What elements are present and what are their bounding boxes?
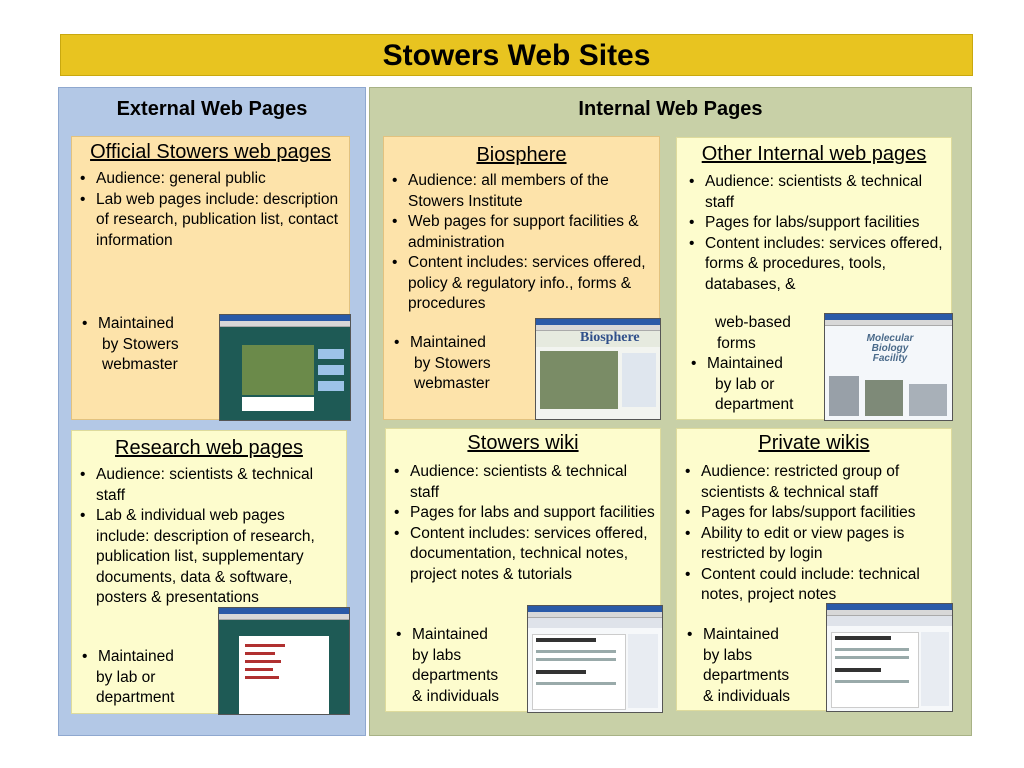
maintained-line: & individuals xyxy=(703,687,791,705)
official-maintained xyxy=(74,314,179,376)
private-wikis-title: Private wikis xyxy=(758,432,870,454)
other-internal-title: Other Internal web pages xyxy=(701,143,927,165)
maintained-line: by lab or xyxy=(96,668,156,686)
official-site-screenshot xyxy=(219,314,351,421)
biosphere-box xyxy=(383,136,660,420)
list-item: • Audience: general public xyxy=(72,169,345,190)
maintained-label: • Maintained xyxy=(386,333,491,354)
official-pages-title: Official Stowers web pages xyxy=(90,141,331,163)
biosphere-site-screenshot xyxy=(535,318,661,420)
group-photo-image xyxy=(242,345,314,395)
official-pages-bullets xyxy=(72,169,349,251)
biosphere-logo: Biosphere xyxy=(580,330,640,345)
research-maintained xyxy=(74,647,174,709)
internal-heading: Internal Web Pages xyxy=(578,98,763,120)
maintained-label: • Maintained xyxy=(74,647,174,668)
maintained-label: • Maintained xyxy=(683,354,793,375)
list-item: • Content includes: services offered, forms & procedures, tools, databases, & xyxy=(681,234,945,296)
private-wikis-box xyxy=(676,428,952,711)
research-site-screenshot xyxy=(218,607,350,715)
page-title: Stowers Web Sites xyxy=(60,34,973,76)
maintained-line: department xyxy=(96,689,175,706)
maintained-line: department xyxy=(715,396,794,413)
list-item: • Content includes: services offered, policy & regulatory info., forms & procedures xyxy=(384,253,655,315)
private-wikis-bullets xyxy=(677,462,951,606)
list-item: • Content could include: technical notes, project notes xyxy=(677,565,951,606)
list-item-continued: forms xyxy=(717,334,756,352)
maintained-line: & individuals xyxy=(412,687,500,705)
maintained-line: by Stowers xyxy=(102,335,179,353)
list-item: • Pages for labs and support facilities xyxy=(386,503,656,524)
other-internal-bullets xyxy=(677,172,951,295)
list-item-continued: web-based xyxy=(715,314,791,331)
maintained-line: webmaster xyxy=(102,356,178,373)
other-internal-box xyxy=(676,137,952,420)
list-item: • Audience: restricted group of scientists & technical staff xyxy=(677,462,951,503)
biosphere-maintained xyxy=(386,333,491,395)
list-item: • Audience: all members of the Stowers Institute xyxy=(384,171,655,212)
external-heading: External Web Pages xyxy=(116,98,308,120)
list-item: • Web pages for support facilities & administration xyxy=(384,212,655,253)
maintained-line: by labs xyxy=(412,646,462,664)
other-internal-extra xyxy=(715,313,791,354)
stowers-wiki-box xyxy=(385,428,661,712)
maintained-label: • Maintained xyxy=(679,625,790,646)
research-pages-bullets xyxy=(72,465,346,609)
maintained-line: webmaster xyxy=(414,375,490,392)
list-item: • Content includes: services offered, documentation, technical notes, project notes & tutorials xyxy=(386,524,656,586)
private-wiki-screenshot xyxy=(826,603,953,712)
stowers-wiki-bullets xyxy=(386,462,660,585)
private-wikis-maintained xyxy=(679,625,790,707)
list-item: • Audience: scientists & technical staff xyxy=(386,462,656,503)
molecular-facility-screenshot xyxy=(824,313,953,421)
research-pages-box xyxy=(71,430,347,714)
list-item: • Audience: scientists & technical staff xyxy=(72,465,326,506)
maintained-line: departments xyxy=(703,667,790,684)
other-internal-maintained xyxy=(683,354,793,416)
official-pages-box xyxy=(71,136,350,420)
stowers-wiki-title: Stowers wiki xyxy=(467,432,579,454)
list-item: • Pages for labs/support facilities xyxy=(677,503,951,524)
maintained-line: by Stowers xyxy=(414,354,491,372)
stowers-wiki-screenshot xyxy=(527,605,663,713)
list-item: • Ability to edit or view pages is restricted by login xyxy=(677,524,951,565)
list-item: • Lab & individual web pages include: description of research, publication list, supplementary documents, data & software, posters & presentations xyxy=(72,506,326,609)
group-photo-image xyxy=(540,351,618,409)
list-item: • Lab web pages include: description of research, publication list, contact information xyxy=(72,190,345,252)
list-item: • Pages for labs/support facilities xyxy=(681,213,945,234)
maintained-line: departments xyxy=(412,667,499,684)
molecular-logo: Molecular Biology Facility xyxy=(866,333,914,364)
biosphere-bullets xyxy=(384,171,659,315)
maintained-line: by labs xyxy=(703,646,753,664)
research-pages-title: Research web pages xyxy=(115,437,303,459)
maintained-line: by lab or xyxy=(715,375,775,393)
stowers-wiki-maintained xyxy=(388,625,499,707)
biosphere-title: Biosphere xyxy=(476,144,567,166)
maintained-label: • Maintained xyxy=(74,314,179,335)
list-item: • Audience: scientists & technical staff xyxy=(681,172,945,213)
maintained-label: • Maintained xyxy=(388,625,499,646)
